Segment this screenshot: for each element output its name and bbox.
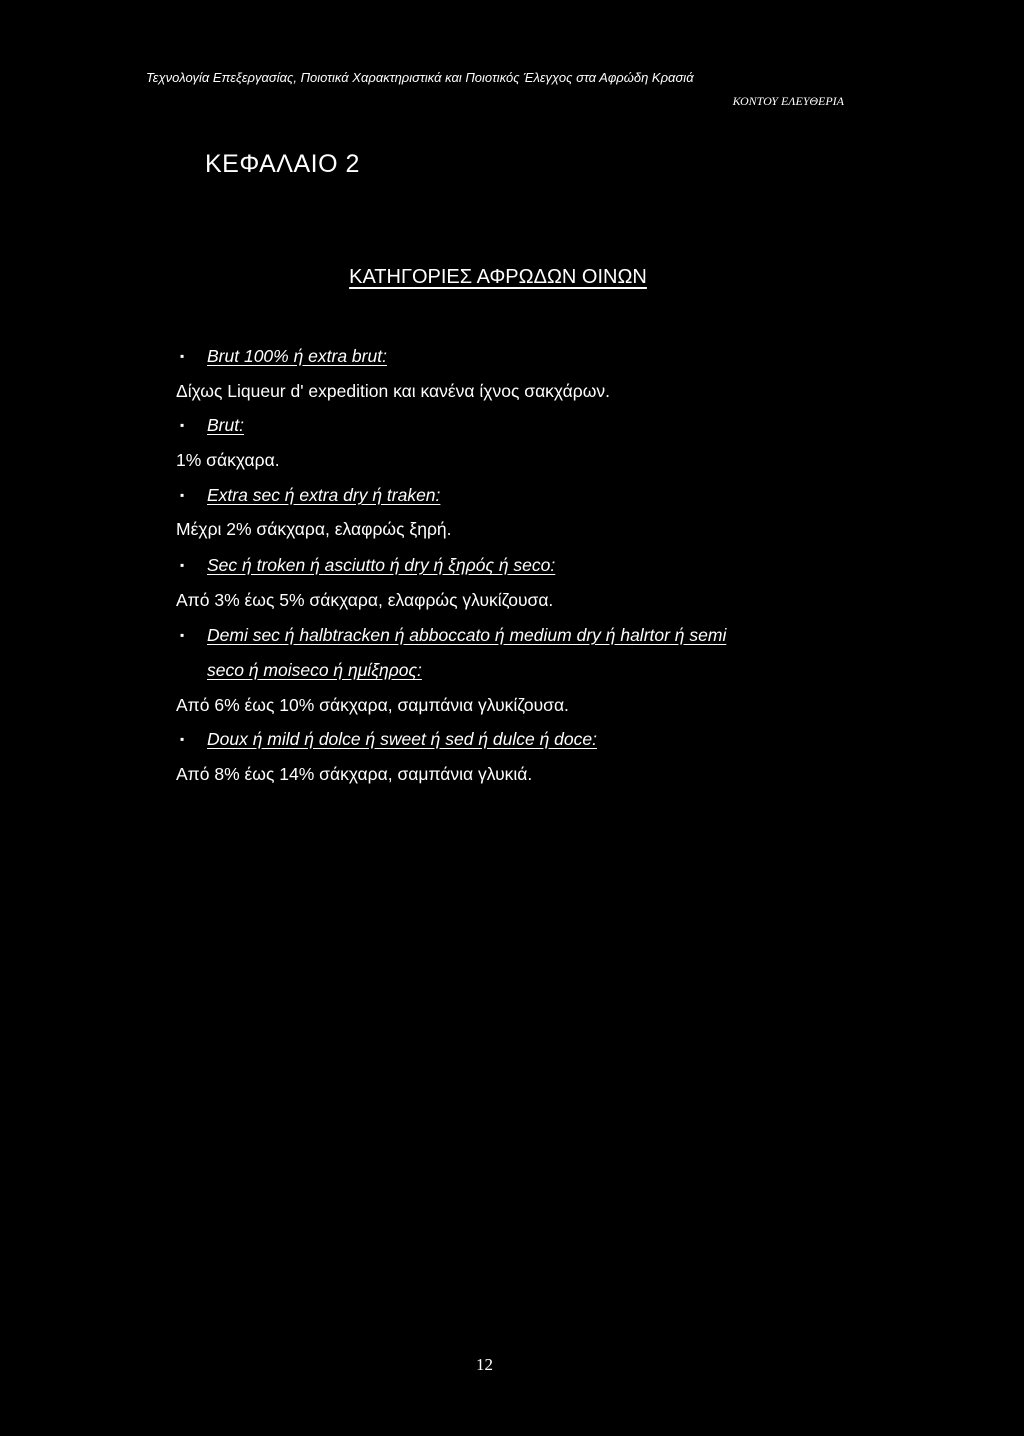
bullet-icon: ▪: [180, 488, 185, 502]
category-term-text: Demi sec ή halbtracken ή abboccato ή medium dry ή halrtor ή semi: [207, 625, 727, 645]
category-term: [180, 485, 440, 506]
category-description: Δίχως Liqueur d' expedition και κανένα ίχνος σακχάρων.: [176, 381, 610, 401]
category-term-text: Brut 100% ή extra brut:: [207, 346, 387, 366]
header-author: ΚΟΝΤΟΥ ΕΛΕΥΘΕΡΙΑ: [732, 94, 844, 108]
category-term: [180, 346, 387, 367]
bullet-icon: ▪: [180, 628, 185, 642]
chapter-heading: ΚΕΦΑΛΑΙΟ 2: [205, 150, 360, 178]
category-description: Μέχρι 2% σάκχαρα, ελαφρώς ξηρή.: [176, 519, 452, 539]
category-term-text: Sec ή troken ή asciutto ή dry ή ξηρός ή seco:: [207, 555, 556, 575]
page-number: 12: [476, 1355, 493, 1374]
category-term: [180, 729, 597, 750]
header-title: Τεχνολογία Επεξεργασίας, Ποιοτικά Χαρακτηριστικά και Ποιοτικός Έλεγχος στα Αφρώδη Κρασιά: [146, 70, 694, 85]
category-term-continuation: seco ή moiseco ή ημίξηρος:: [207, 660, 422, 680]
category-term: [180, 625, 726, 646]
category-description: Από 8% έως 14% σάκχαρα, σαμπάνια γλυκιά.: [176, 764, 533, 784]
section-title: ΚΑΤΗΓΟΡΙΕΣ ΑΦΡΩΔΩΝ ΟΙΝΩΝ: [349, 266, 647, 288]
category-term: [180, 555, 555, 576]
category-term-text: Extra sec ή extra dry ή traken:: [207, 485, 441, 505]
category-description: Από 3% έως 5% σάκχαρα, ελαφρώς γλυκίζουσα.: [176, 590, 554, 610]
category-term: [180, 415, 244, 436]
category-term-text: Doux ή mild ή dolce ή sweet ή sed ή dulce ή doce:: [207, 729, 597, 749]
category-description: 1% σάκχαρα.: [176, 450, 280, 470]
bullet-icon: ▪: [180, 558, 185, 572]
bullet-icon: ▪: [180, 418, 185, 432]
category-description: Από 6% έως 10% σάκχαρα, σαμπάνια γλυκίζουσα.: [176, 695, 569, 715]
category-term-text: Brut:: [207, 415, 244, 435]
bullet-icon: ▪: [180, 349, 185, 363]
bullet-icon: ▪: [180, 732, 185, 746]
